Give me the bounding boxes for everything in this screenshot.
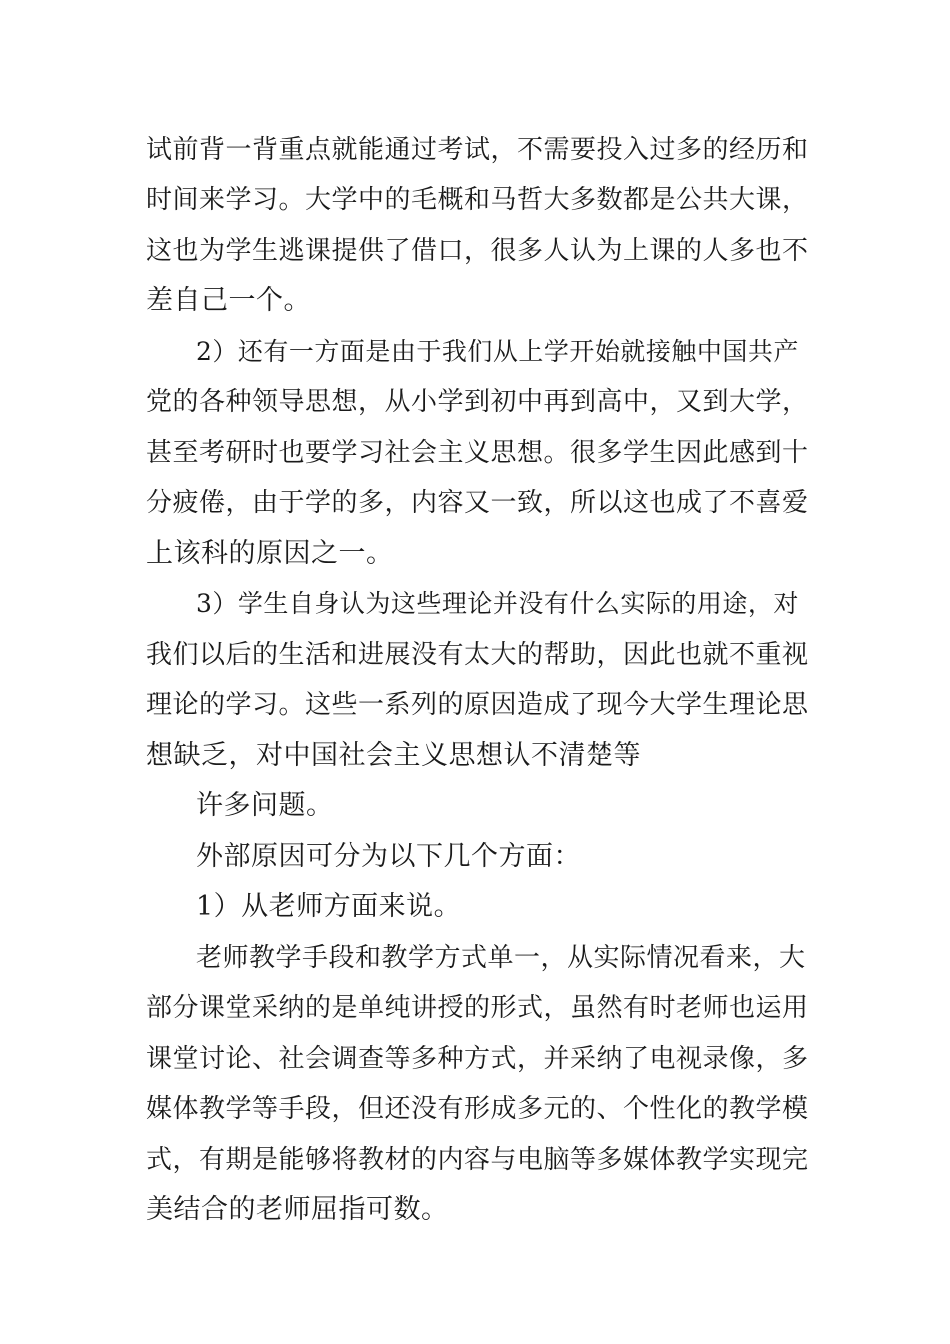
text-line: 老师教学手段和教学方式单一，从实际情况看来，大	[196, 943, 806, 973]
text-line: 2）还有一方面是由于我们从上学开始就接触中国共产	[196, 337, 799, 366]
text-line: 甚至考研时也要学习社会主义思想。很多学生因此感到十	[146, 438, 809, 468]
text-line: 部分课堂采纳的是单纯讲授的形式，虽然有时老师也运用	[146, 993, 809, 1023]
text-line: 美结合的老师屈指可数。	[146, 1194, 449, 1225]
text-line: 上该科的原因之一。	[146, 538, 394, 569]
text-line: 媒体教学等手段，但还没有形成多元的、个性化的教学模	[146, 1094, 809, 1124]
text-line: 试前背一背重点就能通过考试，不需要投入过多的经历和	[146, 135, 809, 165]
text-line: 差自己一个。	[146, 285, 311, 316]
text-line: 3）学生自身认为这些理论并没有什么实际的用途，对	[196, 589, 799, 618]
text-line: 党的各种领导思想，从小学到初中再到高中，又到大学，	[146, 387, 809, 417]
text-line: 1）从老师方面来说。	[196, 891, 462, 922]
text-line: 许多问题。	[196, 790, 334, 821]
text-line: 课堂讨论、社会调查等多种方式，并采纳了电视录像，多	[146, 1044, 809, 1074]
text-line: 式，有期是能够将教材的内容与电脑等多媒体教学实现完	[146, 1145, 809, 1175]
text-line: 想缺乏，对中国社会主义思想认不清楚等	[146, 740, 641, 771]
text-line: 时间来学习。大学中的毛概和马哲大多数都是公共大课，	[146, 185, 809, 215]
text-line: 我们以后的生活和进展没有太大的帮助，因此也就不重视	[146, 640, 809, 670]
text-line: 外部原因可分为以下几个方面：	[196, 841, 581, 872]
text-line: 理论的学习。这些一系列的原因造成了现今大学生理论思	[146, 690, 809, 720]
text-line: 分疲倦，由于学的多，内容又一致，所以这也成了不喜爱	[146, 488, 809, 518]
text-line: 这也为学生逃课提供了借口，很多人认为上课的人多也不	[146, 236, 809, 266]
